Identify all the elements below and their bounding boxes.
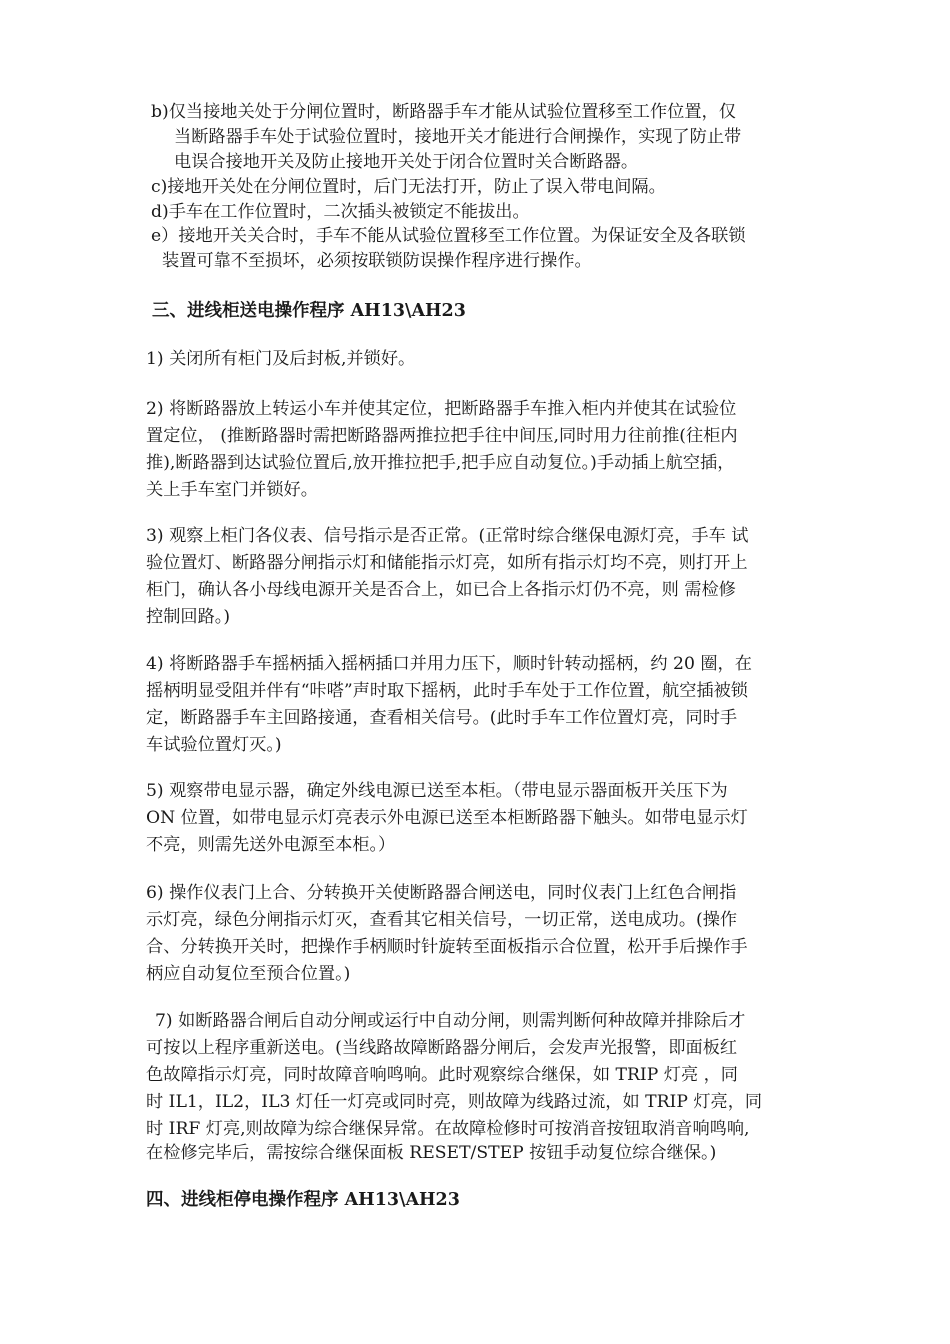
step-7-line-1: 7) 如断路器合闸后自动分闸或运行中自动分闸，则需判断何种故障并排除后才 (155, 1011, 746, 1031)
step-4-line-3: 定，断路器手车主回路接通，查看相关信号。(此时手车工作位置灯亮，同时手 (146, 708, 738, 728)
step-2-line-4: 关上手车室门并锁好。 (146, 480, 318, 500)
step-3-line-2: 验位置灯、断路器分闸指示灯和储能指示灯亮，如所有指示灯均不亮，则打开上 (146, 553, 748, 573)
step-7-line-4: 时 IL1，IL2，IL3 灯任一灯亮或同时亮，则故障为线路过流，如 TRIP 灯亮，同 (146, 1092, 763, 1112)
step-4-line-2: 摇柄明显受阻并伴有“咔嗒”声时取下摇柄，此时手车处于工作位置，航空插被锁 (146, 681, 748, 701)
step-4-line-4: 车试验位置灯灭。) (146, 735, 282, 755)
step-7-line-2: 可按以上程序重新送电。(当线路故障断路器分闸后，会发声光报警，即面板红 (146, 1038, 738, 1058)
section-c-line-1: c)接地开关处在分闸位置时，后门无法打开，防止了误入带电间隔。 (151, 177, 666, 197)
step-7-line-3: 色故障指示灯亮，同时故障音响鸣响。此时观察综合继保，如 TRIP 灯亮 ，同 (146, 1065, 738, 1085)
section-d-line-1: d)手车在工作位置时，二次插头被锁定不能拔出。 (151, 202, 530, 222)
section-b-line-2: 当断路器手车处于试验位置时，接地开关才能进行合闸操作，实现了防止带 (174, 127, 742, 147)
section-b-line-1: b)仅当接地关处于分闸位置时，断路器手车才能从试验位置移至工作位置，仅 (151, 102, 736, 122)
section-heading-3: 三、进线柜送电操作程序 AH13\AH23 (152, 301, 466, 321)
step-2-line-1: 2) 将断路器放上转运小车并使其定位，把断路器手车推入柜内并使其在试验位 (146, 399, 737, 419)
step-1-line-1: 1) 关闭所有柜门及后封板,并锁好。 (146, 349, 416, 369)
step-4-line-1: 4) 将断路器手车摇柄插入摇柄插口并用力压下，顺时针转动摇柄，约 20 圈，在 (146, 654, 752, 674)
section-e-line-2: 装置可靠不至损坏，必须按联锁防误操作程序进行操作。 (162, 251, 592, 271)
step-7-line-6: 在检修完毕后，需按综合继保面板 RESET/STEP 按钮手动复位综合继保。) (146, 1143, 717, 1163)
section-heading-4: 四、进线柜停电操作程序 AH13\AH23 (146, 1190, 460, 1210)
step-7-line-5: 时 IRF 灯亮,则故障为综合继保异常。在故障检修时可按消音按钮取消音响鸣响, (146, 1119, 750, 1139)
step-6-line-1: 6) 操作仪表门上合、分转换开关使断路器合闸送电，同时仪表门上红色合闸指 (146, 883, 737, 903)
section-b-line-3: 电误合接地开关及防止接地开关处于闭合位置时关合断路器。 (174, 152, 639, 172)
step-3-line-3: 柜门，确认各小母线电源开关是否合上，如已合上各指示灯仍不亮，则 需检修 (146, 580, 736, 600)
step-6-line-3: 合、分转换开关时，把操作手柄顺时针旋转至面板指示合位置，松开手后操作手 (146, 937, 748, 957)
step-6-line-2: 示灯亮，绿色分闸指示灯灭，查看其它相关信号，一切正常，送电成功。(操作 (146, 910, 738, 930)
step-5-line-3: 不亮，则需先送外电源至本柜。） (146, 835, 396, 855)
step-5-line-1: 5) 观察带电显示器，确定外线电源已送至本柜。（带电显示器面板开关压下为 (146, 781, 728, 801)
step-2-line-2: 置定位， (推断路器时需把断路器两推拉把手往中间压,同时用力往前推(往柜内 (146, 426, 738, 446)
step-3-line-1: 3) 观察上柜门各仪表、信号指示是否正常。(正常时综合继保电源灯亮，手车 试 (146, 526, 749, 546)
section-e-line-1: e）接地开关关合时，手车不能从试验位置移至工作位置。为保证安全及各联锁 (151, 226, 746, 246)
step-3-line-4: 控制回路。) (146, 607, 231, 627)
step-6-line-4: 柄应自动复位至预合位置。) (146, 964, 351, 984)
step-2-line-3: 推),断路器到达试验位置后,放开推拉把手,把手应自动复位。)手动插上航空插， (146, 453, 735, 473)
step-5-line-2: ON 位置，如带电显示灯亮表示外电源已送至本柜断路器下触头。如带电显示灯 (146, 808, 748, 828)
